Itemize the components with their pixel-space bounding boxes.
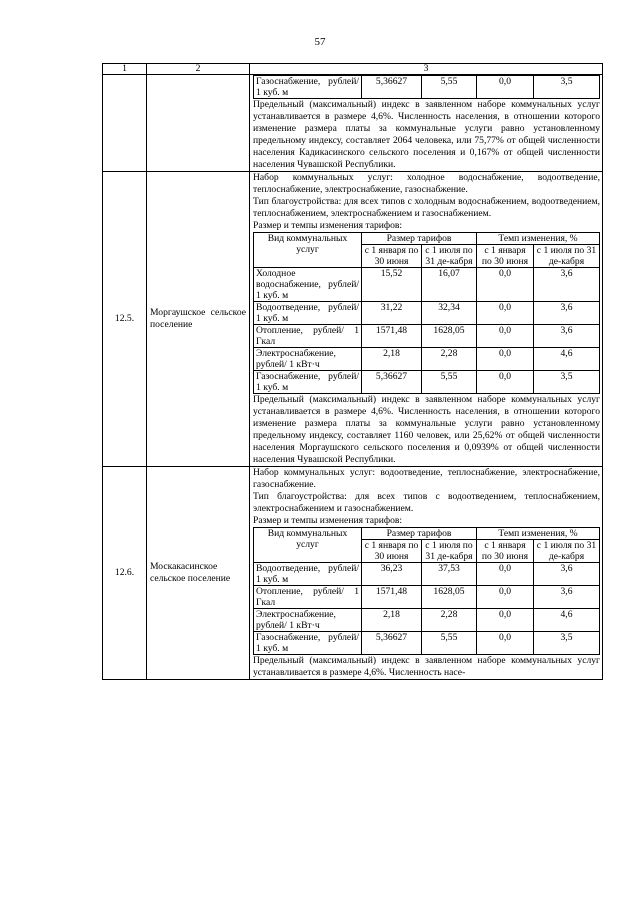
header-period: с 1 января по 30 июня — [477, 245, 534, 268]
header-service-type: Вид коммунальных услуг — [254, 528, 362, 563]
tariff-value: 37,53 — [422, 563, 477, 586]
service-name: Водоотведение, рублей/ 1 куб. м — [254, 302, 362, 325]
rate-value: 3,6 — [534, 302, 600, 325]
tariff-value: 2,28 — [422, 609, 477, 632]
rate-value: 0,0 — [477, 609, 534, 632]
settlement-name: Москакасинское сельское поселение — [147, 467, 250, 680]
tariff-table — [102, 63, 603, 680]
rate-value: 3,6 — [534, 586, 600, 609]
rate-value: 3,5 — [534, 371, 600, 394]
rate-value: 0,0 — [477, 348, 534, 371]
header-change-rate: Темп изменения, % — [477, 528, 600, 540]
section-number: 12.6. — [103, 467, 147, 680]
rate-value: 0,0 — [477, 371, 534, 394]
improvement-type: Тип благоустройства: для всех типов с холодным водоснабжением, водоотведением, теплоснабжением, электроснабжением и газоснабжением. — [253, 196, 600, 219]
rate-value: 0,0 — [477, 586, 534, 609]
limit-index-note: Предельный (максимальный) индекс в заявленном наборе коммунальных услуг устанавливается в размере 4,6%. Численность насе- — [253, 655, 600, 678]
header-period: с 1 января по 30 июня — [477, 540, 534, 563]
tariff-value: 5,55 — [422, 76, 477, 99]
settlement-name: Моргаушское сельское поселение — [147, 172, 250, 467]
rate-row — [254, 348, 600, 371]
limit-index-note: Предельный (максимальный) индекс в заявленном наборе коммунальных услуг устанавливается в размере 4,6%. Численность населения, в отношении которого изменение размера платы за коммунальные услуги равно установленному предельному индексу, составляет 1160 человек, или 25,62% от общей численности населения Моргаушского сельского поселения и 0,0939% от общей численности населения Чувашской Республики. — [253, 394, 600, 465]
limit-index-note: Предельный (максимальный) индекс в заявленном наборе коммунальных услуг устанавливается в размере 4,6%. Численность населения, в отношении которого изменение размера платы за коммунальные услуги равно установленному предельному индексу, составляет 2064 человека, или 75,77% от общей численности населения Кадикасинского сельского поселения и 0,167% от общей численности населения Чувашской Республики. — [253, 99, 600, 170]
tariff-value: 15,52 — [362, 268, 422, 302]
page-number: 57 — [314, 36, 326, 48]
service-name: Отопление, рублей/ 1 Гкал — [254, 325, 362, 348]
tariff-value: 5,36627 — [362, 371, 422, 394]
header-change-rate: Темп изменения, % — [477, 233, 600, 245]
rates-table — [253, 232, 600, 394]
rate-value: 0,0 — [477, 302, 534, 325]
service-name: Электроснабжение, рублей/ 1 кВт·ч — [254, 348, 362, 371]
rates-label: Размер и темпы изменения тарифов: — [253, 220, 403, 231]
rate-value: 3,5 — [534, 632, 600, 655]
rate-value: 0,0 — [477, 325, 534, 348]
tariff-value: 5,55 — [422, 371, 477, 394]
rates-label: Размер и темпы изменения тарифов: — [253, 515, 403, 526]
tariff-value: 5,36627 — [362, 76, 422, 99]
rate-value: 0,0 — [477, 563, 534, 586]
column-number: 2 — [147, 64, 250, 75]
tariff-value: 2,18 — [362, 348, 422, 371]
rate-row — [254, 371, 600, 394]
tariff-value: 1571,48 — [362, 586, 422, 609]
column-number: 3 — [250, 64, 603, 75]
header-tariff-size: Размер тарифов — [362, 528, 477, 540]
tariff-value: 2,18 — [362, 609, 422, 632]
rate-value: 4,6 — [534, 348, 600, 371]
rate-value: 3,6 — [534, 268, 600, 302]
tariff-value: 5,55 — [422, 632, 477, 655]
services-set: Набор коммунальных услуг: холодное водоснабжение, водоотведение, теплоснабжение, электроснабжение, газоснабжение. — [253, 172, 600, 195]
rate-row — [254, 268, 600, 302]
rates-table — [253, 527, 600, 655]
tariff-value: 32,34 — [422, 302, 477, 325]
rate-value: 0,0 — [477, 76, 534, 99]
section-row — [103, 467, 603, 680]
tariff-value: 1628,05 — [422, 586, 477, 609]
header-service-type: Вид коммунальных услуг — [254, 233, 362, 268]
rate-row — [254, 563, 600, 586]
tariff-value: 1571,48 — [362, 325, 422, 348]
rate-value: 0,0 — [477, 632, 534, 655]
rates-table — [253, 75, 600, 99]
header-period: с 1 июля по 31 де-кабря — [422, 245, 477, 268]
tariff-value: 5,36627 — [362, 632, 422, 655]
rate-row — [254, 632, 600, 655]
service-name: Газоснабжение, рублей/ 1 куб. м — [254, 632, 362, 655]
rate-value: 3,5 — [534, 76, 600, 99]
header-period: с 1 июля по 31 де-кабря — [534, 540, 600, 563]
rate-row — [254, 76, 600, 99]
section-number: 12.5. — [103, 172, 147, 467]
header-tariff-size: Размер тарифов — [362, 233, 477, 245]
tariff-value: 1628,05 — [422, 325, 477, 348]
rate-row — [254, 325, 600, 348]
tariff-value: 2,28 — [422, 348, 477, 371]
header-period: с 1 июля по 31 де-кабря — [534, 245, 600, 268]
header-period: с 1 января по 30 июня — [362, 245, 422, 268]
service-name: Холодное водоснабжение, рублей/ 1 куб. м — [254, 268, 362, 302]
improvement-type: Тип благоустройства: для всех типов с водоотведением, теплоснабжением, электроснабжением и газоснабжением. — [253, 491, 600, 514]
header-period: с 1 июля по 31 де-кабря — [422, 540, 477, 563]
rate-value: 3,6 — [534, 325, 600, 348]
tariff-value: 31,22 — [362, 302, 422, 325]
tariff-value: 36,23 — [362, 563, 422, 586]
service-name: Газоснабжение, рублей/ 1 куб. м — [254, 371, 362, 394]
service-name: Водоотведение, рублей/ 1 куб. м — [254, 563, 362, 586]
continuation-row — [103, 75, 603, 172]
service-name: Газоснабжение, рублей/ 1 куб. м — [254, 76, 362, 99]
header-period: с 1 января по 30 июня — [362, 540, 422, 563]
service-name: Отопление, рублей/ 1 Гкал — [254, 586, 362, 609]
rate-value: 0,0 — [477, 268, 534, 302]
section-row — [103, 172, 603, 467]
services-set: Набор коммунальных услуг: водоотведение, теплоснабжение, электроснабжение, газоснабжение. — [253, 467, 600, 490]
column-number: 1 — [103, 64, 147, 75]
rate-row — [254, 586, 600, 609]
rate-row — [254, 302, 600, 325]
service-name: Электроснабжение, рублей/ 1 кВт·ч — [254, 609, 362, 632]
rate-value: 3,6 — [534, 563, 600, 586]
tariff-value: 16,07 — [422, 268, 477, 302]
rate-row — [254, 609, 600, 632]
column-number-row — [103, 64, 603, 75]
rate-value: 4,6 — [534, 609, 600, 632]
